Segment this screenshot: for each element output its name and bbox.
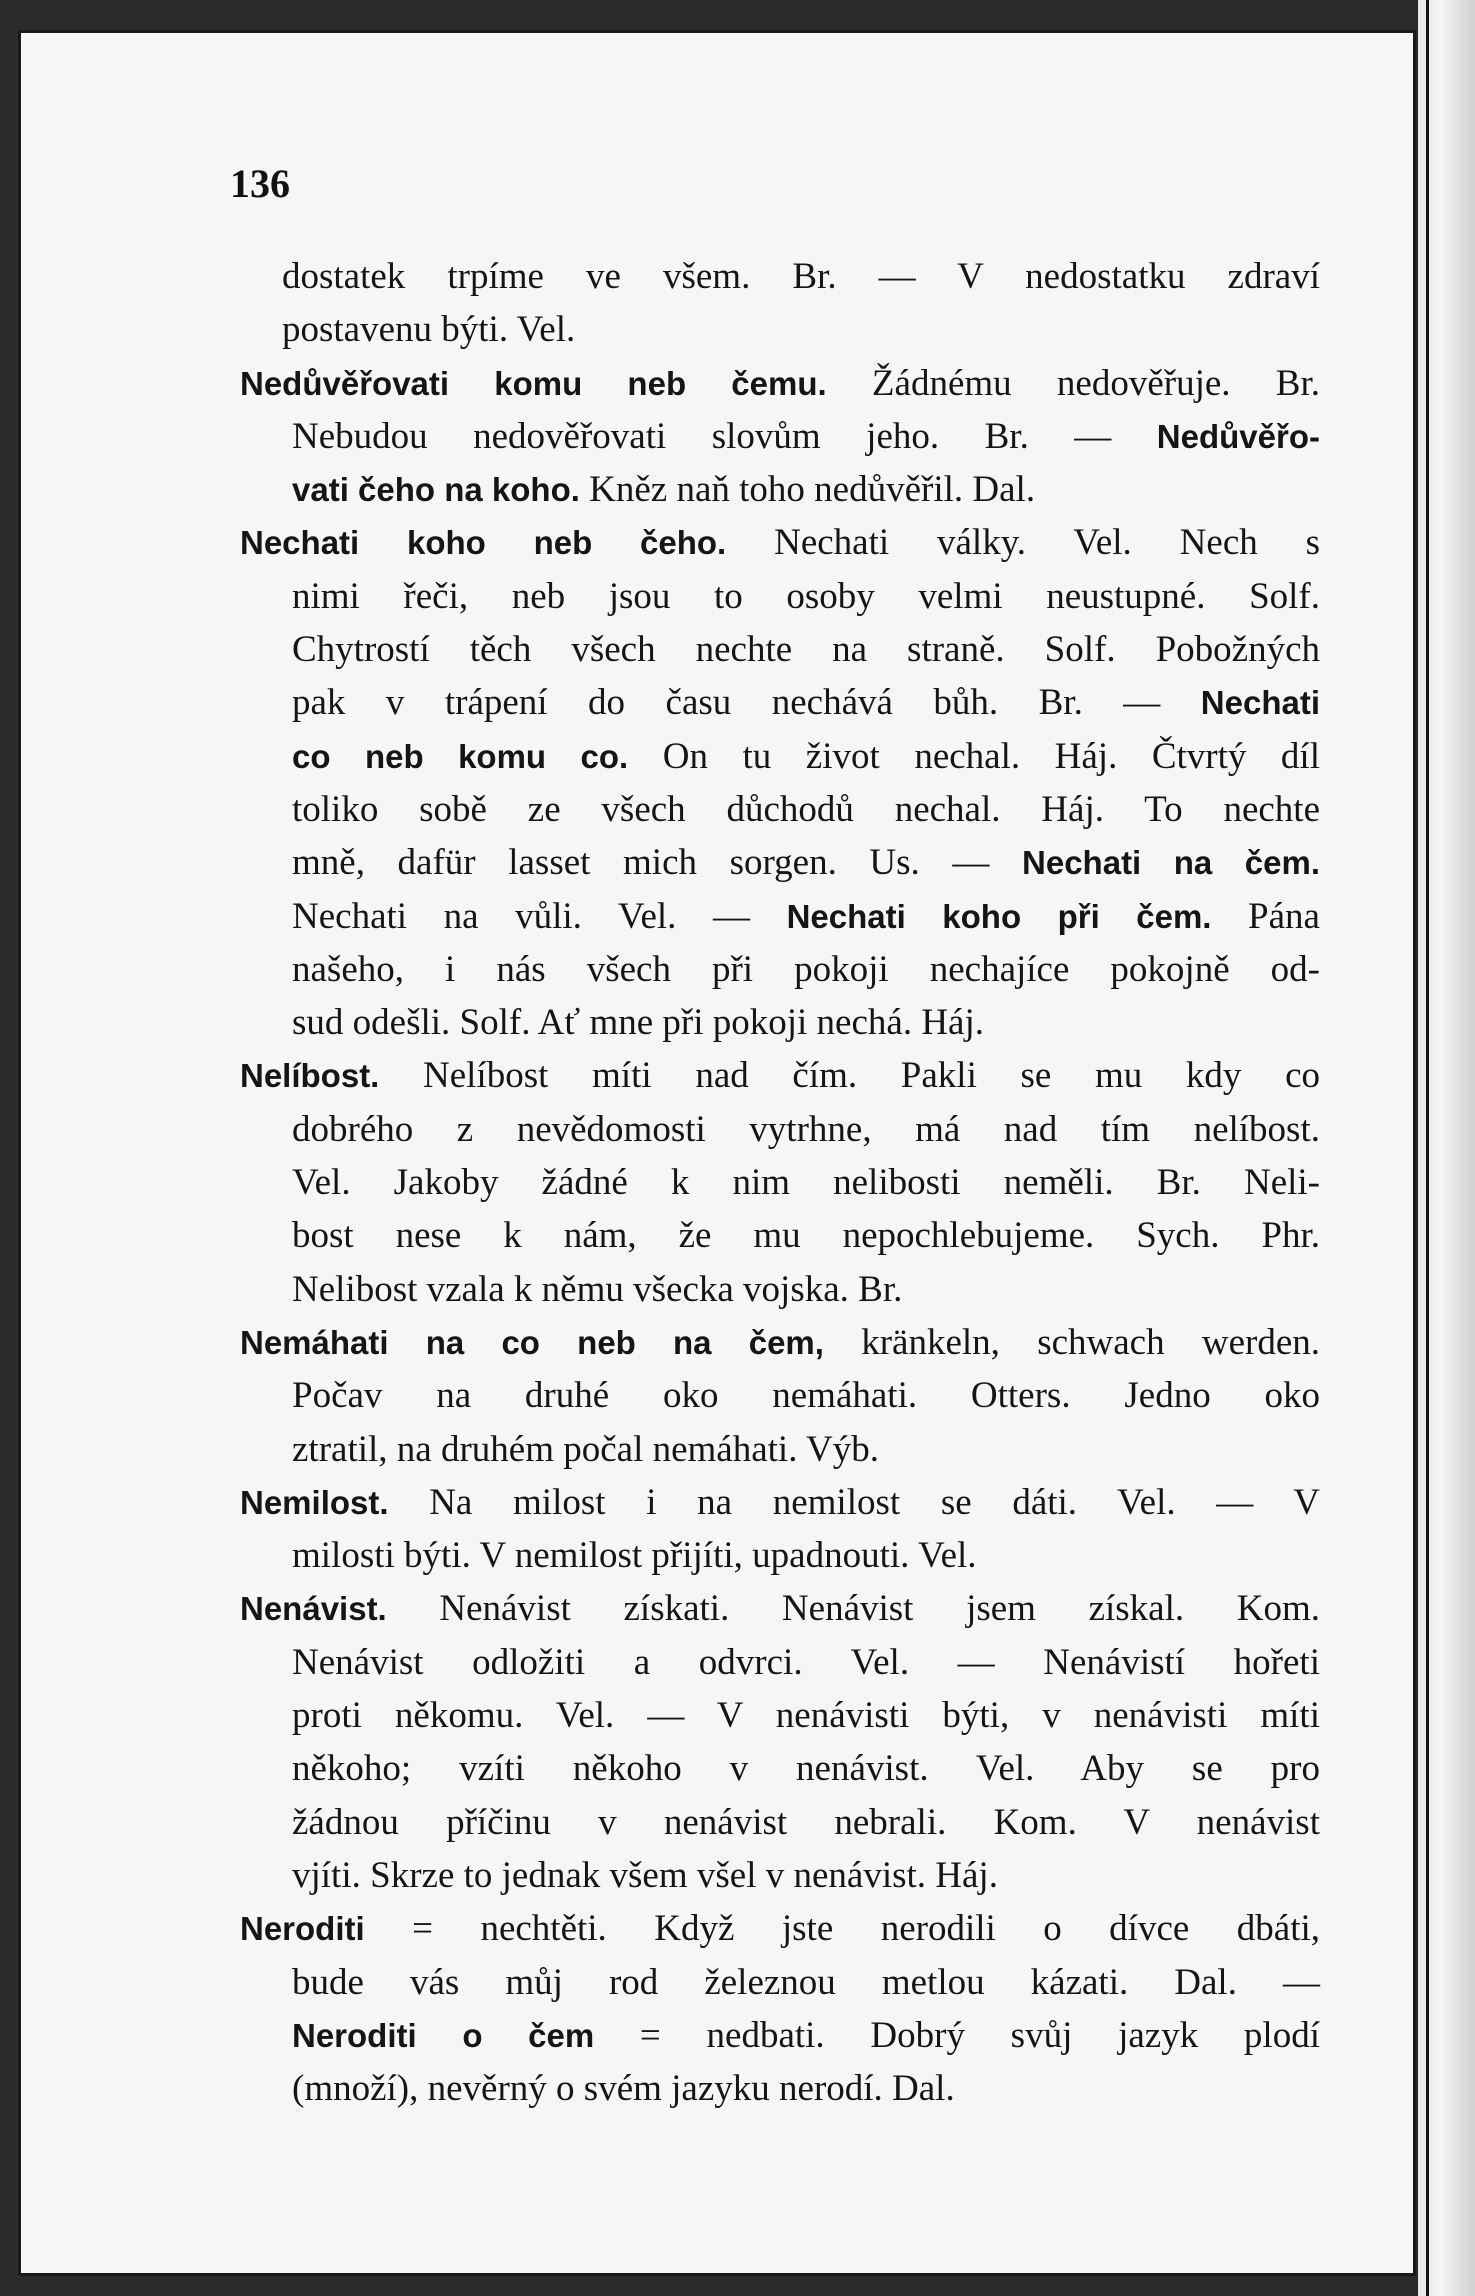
headword: Nemáhati na co neb na čem, <box>240 1323 824 1361</box>
page-number: 136 <box>230 161 290 206</box>
text-run: milosti býti. V nemilost přijíti, upadnouti. Vel. <box>292 1535 977 1577</box>
text-line <box>240 463 1320 516</box>
headword: Neroditi o čem <box>292 2016 595 2054</box>
text-run: On tu život nechal. Háj. Čtvrtý díl <box>628 735 1320 777</box>
text-run: Nenávist získati. Nenávist jsem získal. Kom. <box>386 1588 1320 1630</box>
entry-headword-line <box>240 1902 1320 1955</box>
text-line <box>240 1529 1320 1582</box>
text-run: dostatek trpíme ve všem. Br. — V nedostatku zdraví <box>282 256 1320 297</box>
headword: Nechati <box>1200 684 1320 722</box>
text-line <box>240 410 1320 463</box>
headword: Nedůvěřovati komu neb čemu. <box>240 364 827 402</box>
headword: vati čeho na koho. <box>292 471 580 509</box>
text-run: Kněz naň toho nedůvěřil. Dal. <box>579 469 1036 511</box>
headword: Nechati na čem. <box>1022 844 1320 882</box>
text-run: Nechati války. Vel. Nech s <box>726 522 1320 564</box>
text-line <box>240 836 1320 889</box>
text-line <box>240 1636 1320 1689</box>
text-run: bude vás můj rod železnou metlou kázati. Dal. — <box>292 1961 1320 2003</box>
text-run: = nechtěti. Když jste nerodili o dívce dbáti, <box>364 1908 1320 1950</box>
headword: co neb komu co. <box>292 737 629 775</box>
headword: Nechati koho neb čeho. <box>240 524 727 562</box>
text-run: (množí), nevěrný o svém jazyku nerodí. Dal. <box>292 2068 955 2110</box>
entry-headword-line <box>240 1316 1320 1369</box>
text-line <box>240 890 1320 943</box>
text-line <box>240 250 1320 303</box>
text-run: toliko sobě ze všech důchodů nechal. Háj. To nechte <box>292 788 1320 830</box>
text-line <box>240 1689 1320 1742</box>
headword: Neroditi <box>240 1910 365 1948</box>
text-line <box>240 1849 1320 1902</box>
text-run: postavenu býti. Vel. <box>282 309 576 351</box>
text-run: Žádnému nedověřuje. Br. <box>826 362 1320 404</box>
text-run: dobrého z nevědomosti vytrhne, má nad tím nelíbost. <box>292 1108 1320 1150</box>
text-line <box>240 676 1320 729</box>
text-run: Pána <box>1211 895 1320 937</box>
page-edge-rule <box>1426 0 1429 2296</box>
text-run: Počav na druhé oko nemáhati. Otters. Jedno oko <box>292 1375 1320 1417</box>
text-run: Chytrostí těch všech nechte na straně. Solf. Pobožných <box>292 629 1320 671</box>
text-run: Vel. Jakoby žádné k nim nelibosti neměli. Br. Neli- <box>292 1162 1320 1204</box>
headword: Nemilost. <box>240 1483 389 1521</box>
text-run: kränkeln, schwach werden. <box>823 1321 1321 1363</box>
text-run: ztratil, na druhém počal nemáhati. Výb. <box>292 1428 880 1470</box>
text-line <box>240 2062 1320 2115</box>
entry-headword-line <box>240 357 1320 410</box>
page-edge <box>1418 0 1475 2296</box>
entry-headword-line <box>240 1049 1320 1102</box>
text-line <box>240 943 1320 996</box>
text-run: našeho, i nás všech při pokoji nechajíce pokojně od- <box>292 948 1320 990</box>
text-run: Nelíbost míti nad čím. Pakli se mu kdy co <box>379 1055 1320 1097</box>
entry-headword-line <box>240 1582 1320 1635</box>
headword: Nechati koho při čem. <box>786 897 1212 935</box>
dictionary-text <box>240 250 1320 2115</box>
text-line <box>240 1956 1320 2009</box>
text-run: Nelibost vzala k němu všecka vojska. Br. <box>292 1268 903 1310</box>
text-line <box>240 623 1320 676</box>
text-run: někoho; vzíti někoho v nenávist. Vel. Aby se pro <box>292 1748 1320 1790</box>
text-run: Nenávist odložiti a odvrci. Vel. — Nenávistí hořeti <box>292 1641 1320 1683</box>
text-run: sud odešli. Solf. Ať mne při pokoji nechá. Háj. <box>292 1002 984 1044</box>
headword: Nelíbost. <box>240 1057 380 1095</box>
text-line <box>240 570 1320 623</box>
headword: Nenávist. <box>240 1590 387 1628</box>
text-line <box>240 1103 1320 1156</box>
text-line <box>240 730 1320 783</box>
headword: Nedůvěřo- <box>1156 417 1320 455</box>
text-line <box>240 1209 1320 1262</box>
text-run: = nedbati. Dobrý svůj jazyk plodí <box>594 2014 1320 2056</box>
text-run: proti někomu. Vel. — V nenávisti býti, v nenávisti míti <box>292 1695 1320 1737</box>
text-run: mně, dafür lasset mich sorgen. Us. — <box>292 842 1023 884</box>
text-run: nimi řeči, neb jsou to osoby velmi neustupné. Solf. <box>292 575 1320 617</box>
text-run: pak v trápení do času nechává bůh. Br. — <box>292 682 1201 724</box>
entry-headword-line <box>240 1476 1320 1529</box>
text-line <box>240 1796 1320 1849</box>
text-run: Na milost i na nemilost se dáti. Vel. — V <box>388 1481 1320 1523</box>
text-line <box>240 996 1320 1049</box>
text-line <box>240 1369 1320 1422</box>
text-run: žádnou příčinu v nenávist nebrali. Kom. V nenávist <box>292 1801 1320 1843</box>
text-line <box>240 303 1320 356</box>
text-line <box>240 1263 1320 1316</box>
text-line <box>240 783 1320 836</box>
entry-headword-line <box>240 516 1320 569</box>
text-run: Nebudou nedověřovati slovům jeho. Br. — <box>292 415 1157 457</box>
text-run: Nechati na vůli. Vel. — <box>292 895 787 937</box>
text-line <box>240 1742 1320 1795</box>
text-run: bost nese k nám, že mu nepochlebujeme. Sych. Phr. <box>292 1215 1320 1257</box>
text-line <box>240 2009 1320 2062</box>
text-line <box>240 1156 1320 1209</box>
text-run: vjíti. Skrze to jednak všem všel v nenávist. Háj. <box>292 1854 998 1896</box>
text-line <box>240 1423 1320 1476</box>
